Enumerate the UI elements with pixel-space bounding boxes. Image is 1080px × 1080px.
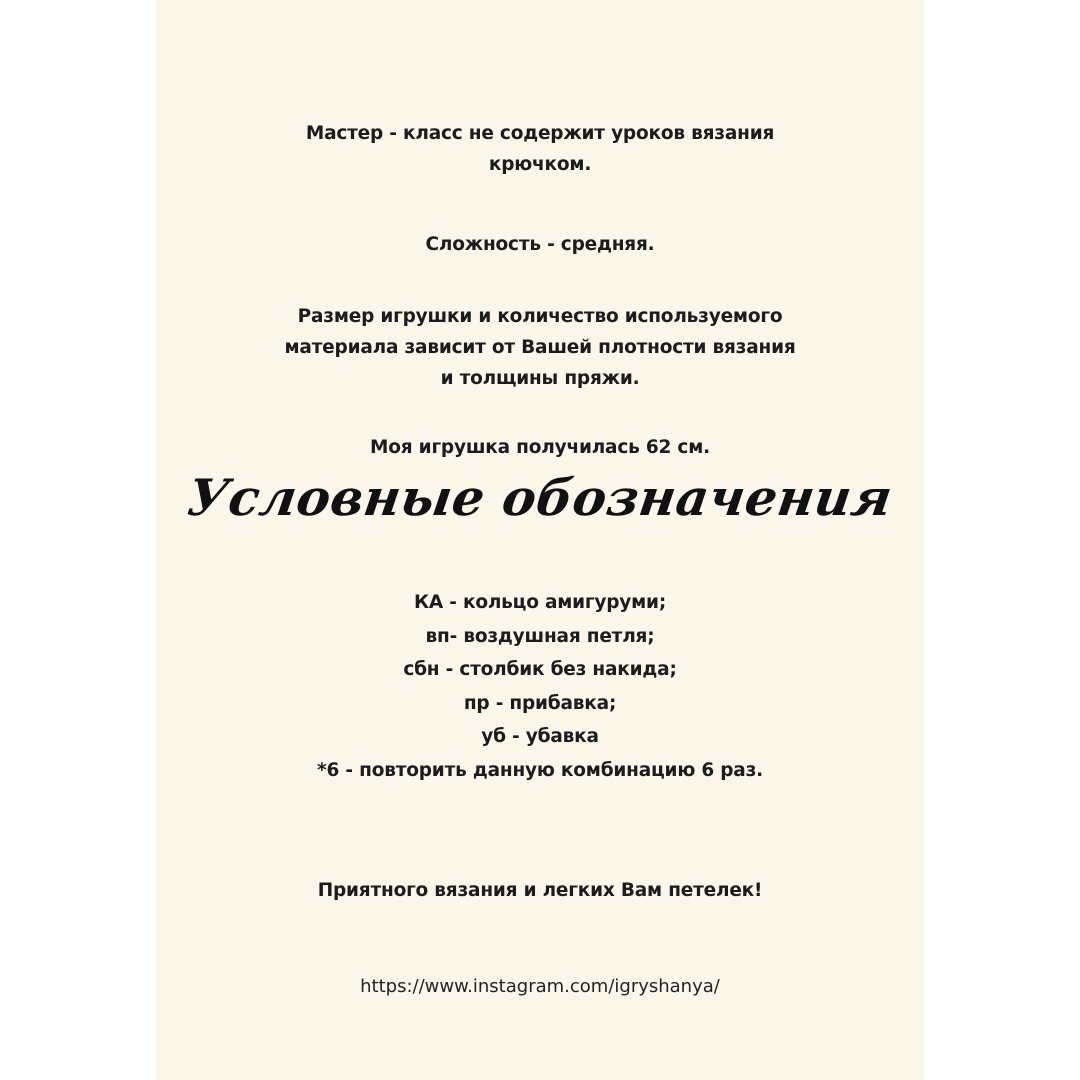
- size-note-line-1: Размер игрушки и количество используемого: [297, 306, 783, 327]
- intro-paragraph: [156, 118, 924, 180]
- result-paragraph: [156, 432, 924, 463]
- legend-list: [156, 586, 924, 787]
- document-page: [156, 0, 924, 1080]
- closing-paragraph: [156, 875, 924, 906]
- difficulty-paragraph: [156, 229, 924, 260]
- size-note-paragraph: [156, 301, 924, 394]
- instagram-link[interactable]: https://www.instagram.com/igryshanya/: [360, 976, 720, 997]
- legend-item: КА - кольцо амигуруми;: [413, 592, 667, 613]
- intro-line-2: крючком.: [488, 154, 592, 175]
- legend-item: пр - прибавка;: [463, 692, 617, 714]
- result-text: Моя игрушка получилась 62 см.: [370, 437, 710, 458]
- difficulty-text: Сложность - средняя.: [425, 234, 655, 255]
- size-note-line-3: и толщины пряжи.: [440, 368, 640, 389]
- legend-item: вп- воздушная петля;: [425, 625, 655, 647]
- legend-item: сбн - столбик без накида;: [403, 659, 677, 680]
- closing-text: Приятного вязания и легких Вам петелек!: [317, 880, 763, 901]
- legend-item: уб - убавка: [481, 726, 599, 747]
- legend-item: *6 - повторить данную комбинацию 6 раз.: [317, 759, 763, 781]
- size-note-line-2: материала зависит от Вашей плотности вязания: [284, 337, 796, 358]
- intro-line-1: Мастер - класс не содержит уроков вязания: [305, 123, 775, 144]
- legend-title: Условные обозначения: [183, 468, 897, 527]
